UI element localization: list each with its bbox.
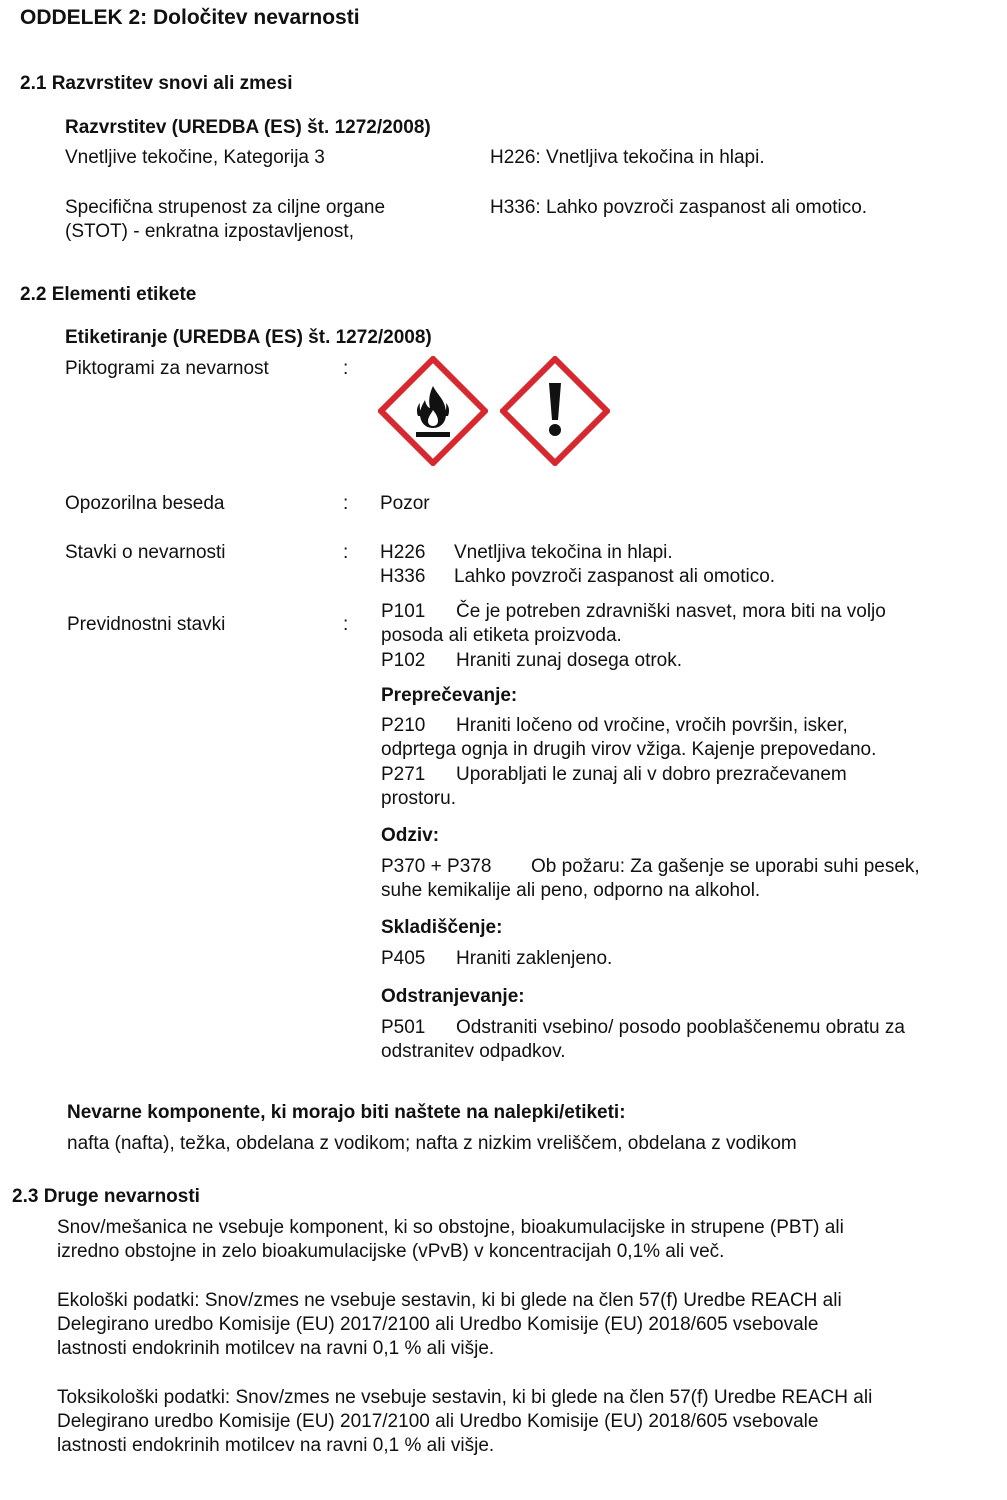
precaution-text: Ob požaru: Za gašenje se uporabi suhi pesek, bbox=[531, 856, 920, 877]
section-2-3-title: 2.3 Druge nevarnosti bbox=[12, 1186, 200, 1207]
signal-word-label: Opozorilna beseda bbox=[65, 493, 225, 514]
hazard-text: Lahko povzroči zaspanost ali omotico. bbox=[454, 566, 776, 587]
hazard-statements-label: Stavki o nevarnosti bbox=[65, 542, 226, 563]
toxicological-info-line: Delegirano uredbo Komisije (EU) 2017/2100 ali Uredbo Komisije (EU) 2018/605 vsebovale bbox=[57, 1411, 819, 1432]
classification-statement: H336: Lahko povzroči zaspanost ali omotico. bbox=[490, 197, 868, 218]
toxicological-info-line: lastnosti endokrinih motilcev na ravni 0,1 % ali višje. bbox=[57, 1435, 495, 1456]
precaution-text: Hraniti zaklenjeno. bbox=[456, 948, 613, 969]
exclamation-mark-icon bbox=[500, 356, 610, 466]
components-text: nafta (nafta), težka, obdelana z vodikom; nafta z nizkim vreliščem, obdelana z vodikom bbox=[67, 1133, 797, 1154]
other-hazards-line: izredno obstojne in zelo bioakumulacijske (vPvB) v koncentracijah 0,1% ali več. bbox=[57, 1241, 725, 1262]
toxicological-info-line: Toksikološki podatki: Snov/zmes ne vsebuje sestavin, ki bi glede na člen 57(f) Uredbe REACH ali bbox=[57, 1387, 873, 1408]
exclamation-dot bbox=[549, 424, 561, 436]
precaution-text: Hraniti zunaj dosega otrok. bbox=[456, 650, 683, 671]
classification-class: Specifična strupenost za ciljne organe bbox=[65, 197, 386, 218]
hazard-code: H226 bbox=[380, 542, 426, 563]
other-hazards-line: Snov/mešanica ne vsebuje komponent, ki so obstojne, bioakumulacijske in strupene (PBT) ali bbox=[57, 1217, 844, 1238]
classification-class: Vnetljive tekočine, Kategorija 3 bbox=[65, 147, 325, 168]
prevention-heading: Preprečevanje: bbox=[381, 685, 518, 706]
pictograms-label: Piktogrami za nevarnost bbox=[65, 358, 269, 379]
classification-statement: H226: Vnetljiva tekočina in hlapi. bbox=[490, 147, 765, 168]
flame-icon bbox=[378, 356, 488, 466]
precaution-text: Če je potreben zdravniški nasvet, mora biti na voljo bbox=[456, 601, 886, 622]
response-heading: Odziv: bbox=[381, 825, 440, 846]
signal-word: Pozor bbox=[380, 493, 430, 514]
precaution-text: posoda ali etiketa proizvoda. bbox=[381, 625, 622, 646]
precaution-text: Uporabljati le zunaj ali v dobro prezračevanem bbox=[456, 764, 847, 785]
flame-base bbox=[416, 432, 450, 437]
storage-heading: Skladiščenje: bbox=[381, 917, 503, 938]
colon: : bbox=[343, 493, 349, 514]
precaution-code: P370 + P378 bbox=[381, 856, 492, 877]
section-title: ODDELEK 2: Določitev nevarnosti bbox=[20, 6, 360, 29]
precaution-text: Hraniti ločeno od vročine, vročih površin, isker, bbox=[456, 715, 848, 736]
precaution-text: prostoru. bbox=[381, 788, 456, 809]
precaution-text: suhe kemikalije ali peno, odporno na alkohol. bbox=[381, 880, 761, 901]
disposal-heading: Odstranjevanje: bbox=[381, 986, 525, 1007]
precaution-text: odprtega ognja in drugih virov vžiga. Kajenje prepovedano. bbox=[381, 739, 877, 760]
precaution-code: P102 bbox=[381, 650, 426, 671]
classification-subtitle: Razvrstitev (UREDBA (ES) št. 1272/2008) bbox=[65, 117, 431, 138]
colon: : bbox=[343, 614, 349, 635]
precaution-code: P271 bbox=[381, 764, 426, 785]
ecological-info-line: Ekološki podatki: Snov/zmes ne vsebuje sestavin, ki bi glede na člen 57(f) Uredbe REACH ali bbox=[57, 1290, 842, 1311]
components-heading: Nevarne komponente, ki morajo biti naštete na nalepki/etiketi: bbox=[67, 1102, 626, 1123]
ecological-info-line: Delegirano uredbo Komisije (EU) 2017/2100 ali Uredbo Komisije (EU) 2018/605 vsebovale bbox=[57, 1314, 819, 1335]
precaution-code: P210 bbox=[381, 715, 426, 736]
classification-class: (STOT) - enkratna izpostavljenost, bbox=[65, 221, 354, 242]
hazard-code: H336 bbox=[380, 566, 426, 587]
section-2-1-title: 2.1 Razvrstitev snovi ali zmesi bbox=[20, 73, 293, 94]
colon: : bbox=[343, 358, 349, 379]
hazard-text: Vnetljiva tekočina in hlapi. bbox=[454, 542, 673, 563]
ecological-info-line: lastnosti endokrinih motilcev na ravni 0,1 % ali višje. bbox=[57, 1338, 495, 1359]
colon: : bbox=[343, 542, 349, 563]
precautionary-label: Previdnostni stavki bbox=[67, 614, 226, 635]
precaution-text: odstranitev odpadkov. bbox=[381, 1041, 566, 1062]
labelling-subtitle: Etiketiranje (UREDBA (ES) št. 1272/2008) bbox=[65, 327, 432, 348]
precaution-text: Odstraniti vsebino/ posodo pooblaščenemu obratu za bbox=[456, 1017, 905, 1038]
precaution-code: P101 bbox=[381, 601, 426, 622]
precaution-code: P501 bbox=[381, 1017, 426, 1038]
precaution-code: P405 bbox=[381, 948, 426, 969]
section-2-2-title: 2.2 Elementi etikete bbox=[20, 284, 197, 305]
